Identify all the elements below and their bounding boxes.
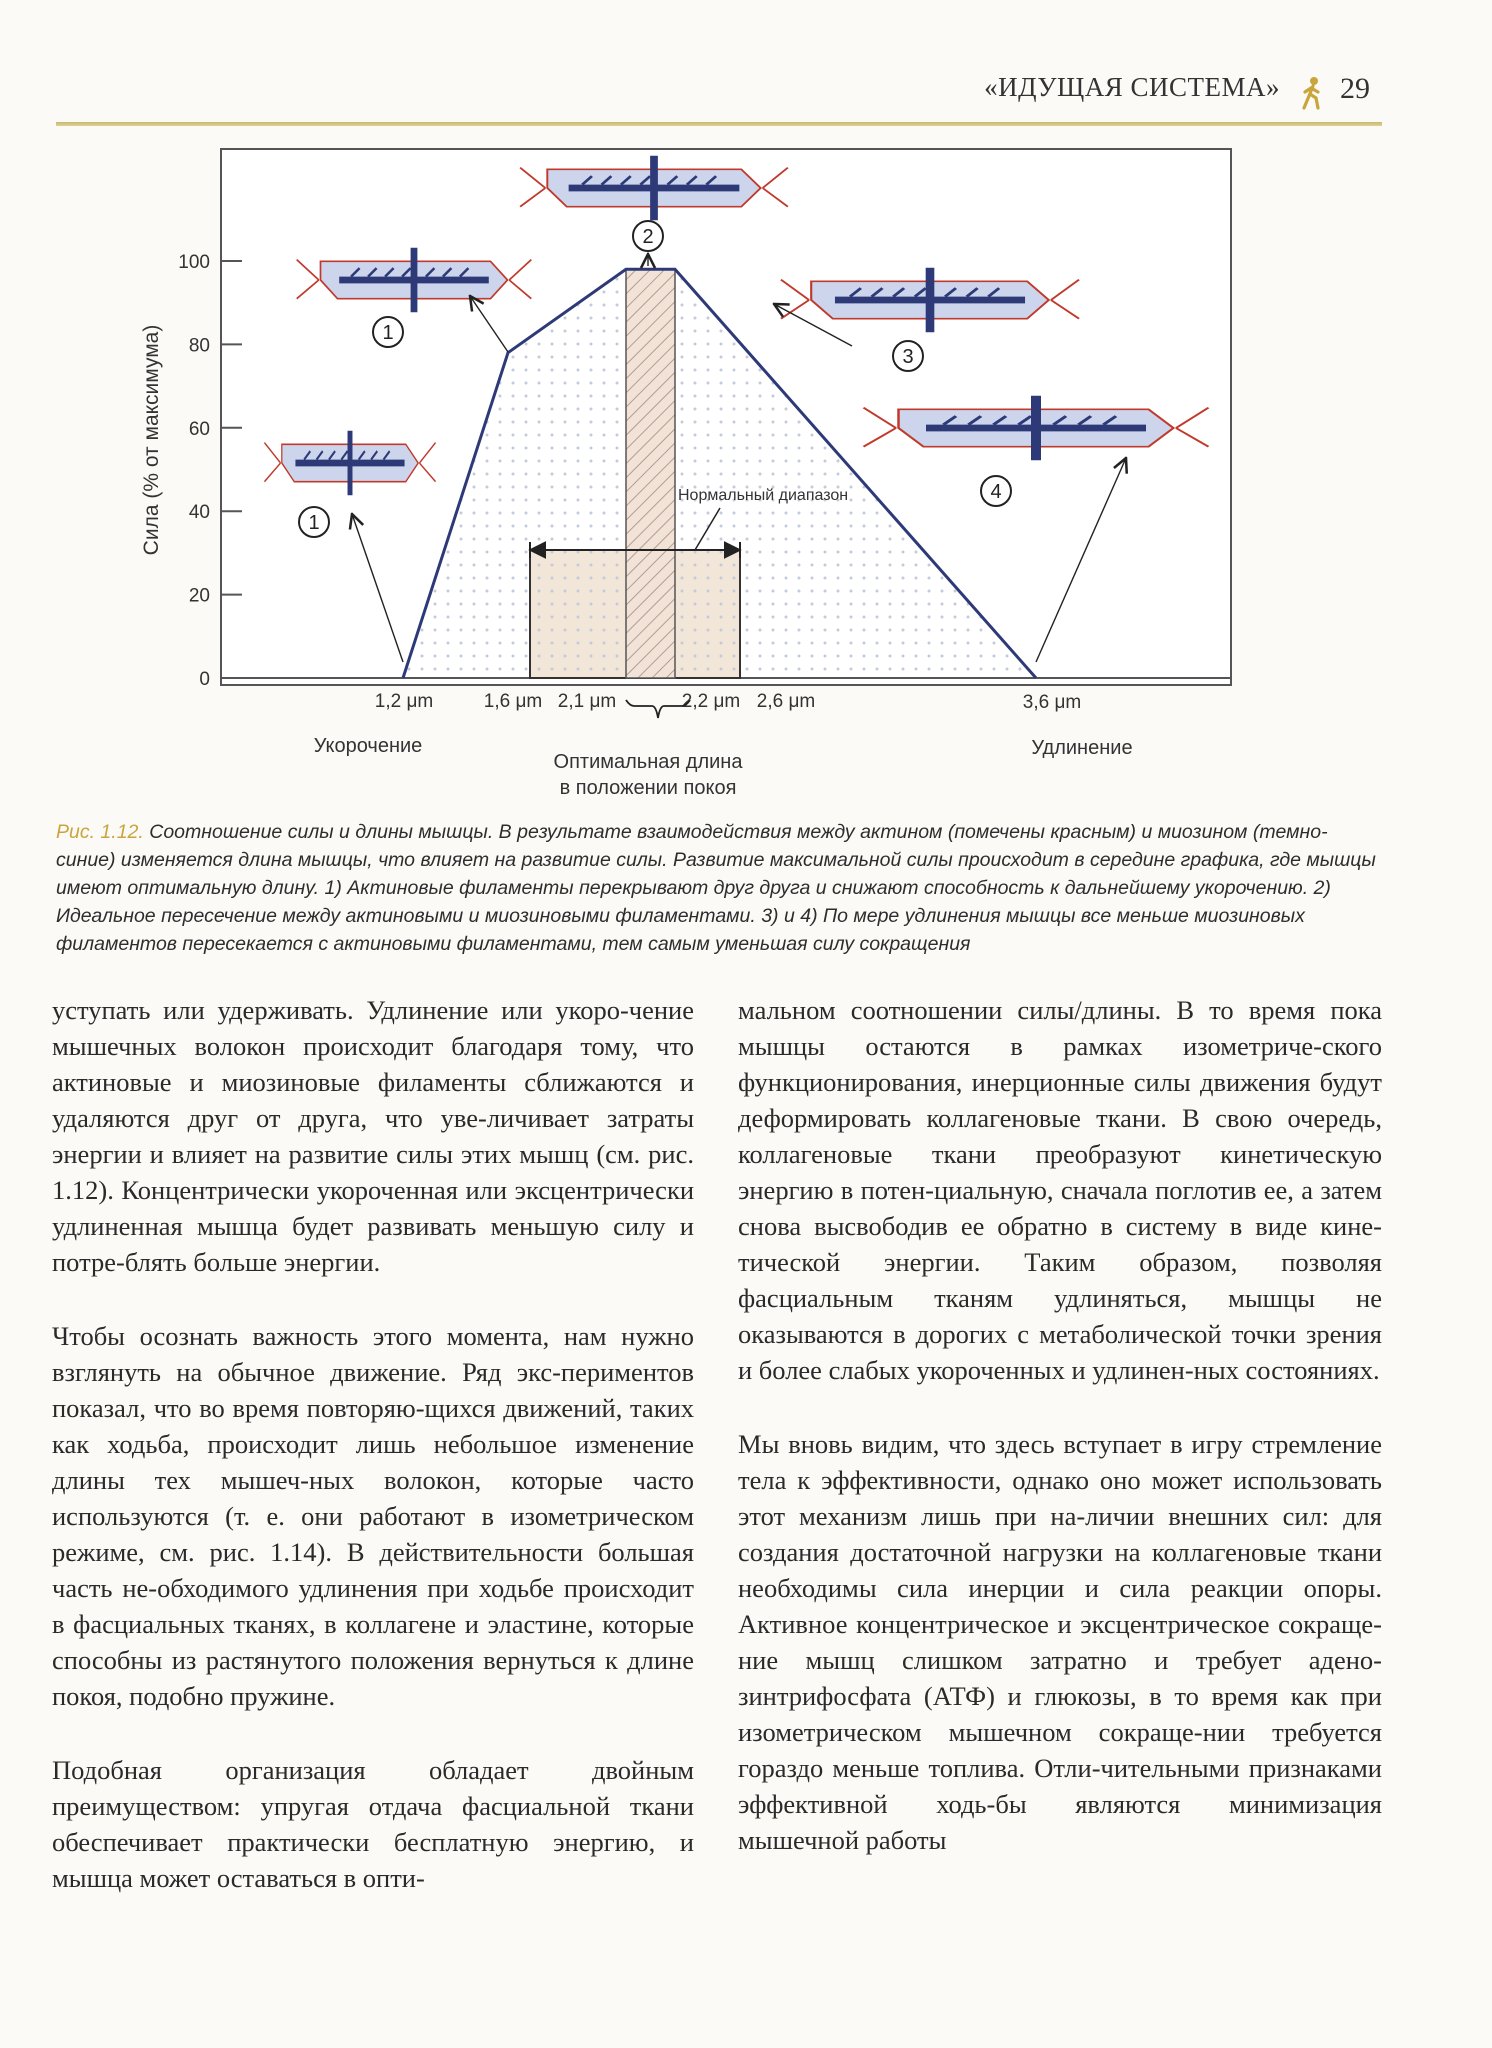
sarcomere-number: 3 <box>902 346 914 368</box>
caption-text: Соотношение силы и длины мышцы. В результате взаимодействия между актином (помечены красным) и миозином (темно-синие) изменяется длина мышцы, что влияет на развитие силы. Развитие максимальной силы происходит в середине графика, где мышцы имеют оптимальную длину. 1) Актиновые филаменты перекрывают друг друга и снижают способность к дальнейшему укорочению. 2) Идеальное пересечение между актиновыми и миозиновыми филаментами. 3) и 4) По мере удлинения мышцы все меньше миозиновых филаментов пересекается с актиновыми филаментами, тем самым уменьшая силу сокращения <box>56 821 1376 955</box>
paragraph: мальном соотношении силы/длины. В то время пока мышцы остаются в рамках изометриче-ского функционирования, инерционные силы движения будут деформировать коллагеновые ткани. В свою очередь, коллагеновые ткани преобразуют кинетическую энергию в потен-циальную, сначала поглотив ее, а затем снова высвободив ее обратно в систему в виде кине-тической энергии. Таким образом, позволяя фасциальным тканям удлиняться, мышцы не оказываются в дорогих с метаболической точки зрения и более слабых укороченных и удлинен-ных состояниях. <box>738 995 1382 1385</box>
paragraph: Чтобы осознать важность этого момента, нам нужно взглянуть на обычное движение. Ряд экс-периментов показал, что во время повторяю-щихся движений, таких как ходьба, происходит лишь небольшое изменение длины тех мышеч-ных волокон, которые часто используются (т. е. они работают в изометрическом режиме, см. рис. 1.14). В действительности большая часть не-обходимого удлинения при ходьбе происходит в фасциальных тканях, в коллагене и эластине, которые способны из растянутого положения вернуться к длине покоя, подобно пружине. <box>52 1321 694 1711</box>
figure-caption <box>56 818 1382 958</box>
normal-range-label: Нормальный диапазон <box>678 487 849 504</box>
sarcomere-number: 1 <box>382 322 394 344</box>
y-tick-label: 60 <box>188 418 210 440</box>
sarcomere-number: 2 <box>642 226 654 248</box>
y-tick-label: 0 <box>199 669 210 690</box>
force-length-figure <box>0 0 1492 820</box>
text-column-right <box>738 992 1382 1896</box>
y-tick-label: 40 <box>188 502 210 524</box>
y-axis-label: Сила (% от максимума) <box>140 324 163 556</box>
y-tick-label: 20 <box>188 585 210 607</box>
y-tick-label: 80 <box>188 335 210 357</box>
y-tick-label: 100 <box>178 252 210 273</box>
sarcomere-number: 1 <box>308 512 320 534</box>
caption-label: Рис. 1.12. <box>56 821 144 843</box>
page-number: 29 <box>1340 72 1370 105</box>
optimal-length-label: Оптимальная длина <box>553 751 743 773</box>
optimal-length-label: в положении покоя <box>559 777 737 799</box>
x-tick-label: 3,6 μm <box>1022 692 1082 713</box>
text-column-left <box>52 992 694 1934</box>
sarcomere-3 <box>781 268 1079 333</box>
sarcomere-1a <box>264 431 435 496</box>
x-tick-label: 2,1 μm <box>557 691 617 712</box>
x-tick-label: 2,6 μm <box>756 691 816 712</box>
lengthening-label: Удлинение <box>1031 737 1133 759</box>
sarcomere-1b <box>297 248 532 313</box>
sarcomere-number: 4 <box>990 481 1002 503</box>
paragraph: уступать или удерживать. Удлинение или укоро-чение мышечных волокон происходит благодаря тому, что актиновые и миозиновые филаменты сближаются и удаляются друг от друга, что уве-личивает затраты энергии и влияет на развитие силы этих мышц (см. рис. 1.12). Концентрически укороченная или эксцентрически удлиненная мышца будет развивать меньшую силу и потре-блять больше энергии. <box>52 995 694 1277</box>
force-area <box>403 269 1036 678</box>
optimal-band <box>626 269 675 678</box>
x-tick-label: 2,2 μm <box>681 691 741 712</box>
shortening-label: Укорочение <box>313 735 423 757</box>
sarcomere-4 <box>864 396 1209 461</box>
x-tick-label: 1,2 μm <box>374 691 434 712</box>
running-header-title: «ИДУЩАЯ СИСТЕМА» <box>984 72 1280 102</box>
sarcomere-2 <box>520 156 788 221</box>
optimal-brace <box>626 700 690 718</box>
x-tick-label: 1,6 μm <box>483 691 543 712</box>
paragraph: Мы вновь видим, что здесь вступает в игру стремление тела к эффективности, однако оно может использовать этот механизм лишь при на-личии внешних сил: для создания достаточной нагрузки на коллагеновые ткани необходимы сила инерции и сила реакции опоры. Активное концентрическое и эксцентрическое сокраще-ние мышц слишком затратно и требует адено-зинтрифосфата (АТФ) и глюкозы, в то время как при изометрическом мышечном сокраще-нии требуется гораздо меньше топлива. Отли-чительными признаками эффективной ходь-бы являются минимизация мышечной работы <box>738 1429 1382 1855</box>
paragraph: Подобная организация обладает двойным преимуществом: упругая отдача фасциальной ткани обеспечивает практически бесплатную энергию, и мышца может оставаться в опти- <box>52 1755 694 1893</box>
